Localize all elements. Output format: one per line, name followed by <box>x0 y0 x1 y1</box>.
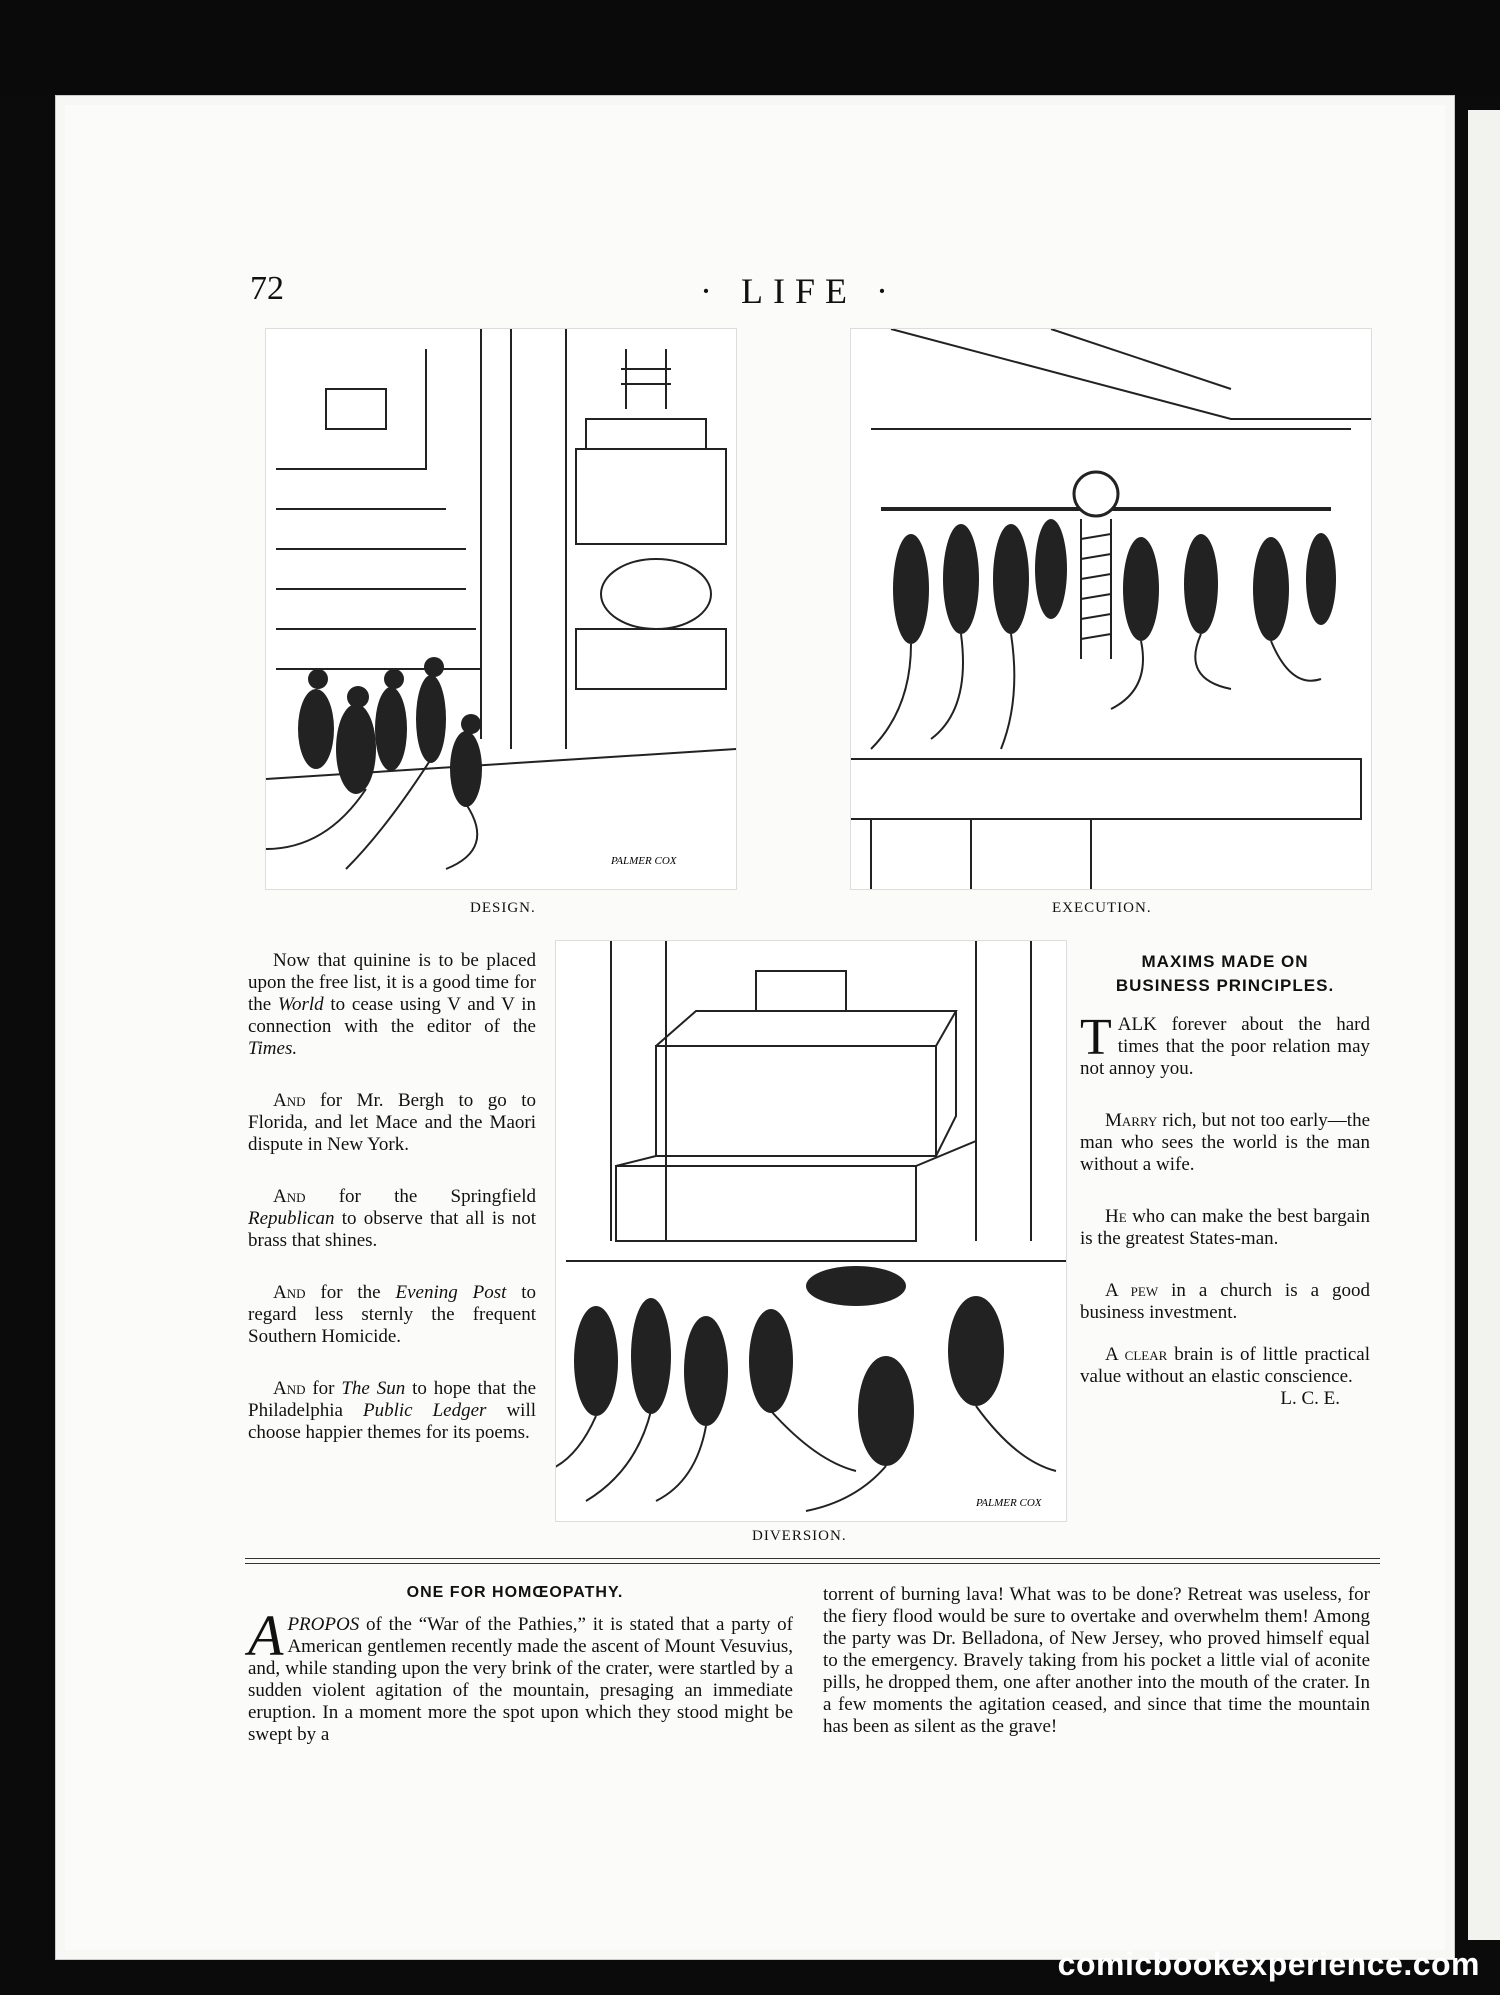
divider-rule-top <box>245 1558 1380 1559</box>
paragraph-quinine: Now that quinine is to be placed upon the free list, it is a good time for the World to cease using V and V in connection with the editor of the Times. <box>248 950 536 1059</box>
maxim-talk: TALK forever about the hard times that the poor relation may not annoy you. <box>1080 1009 1370 1079</box>
paragraph-sun: And for The Sun to hope that the Philadelphia Public Ledger will choose happier themes for its poems. <box>248 1378 537 1443</box>
site-watermark: comicbookexperience.com <box>1057 1946 1480 1982</box>
article-col2-text: torrent of burning lava! What was to be done? Retreat was useless, for the fiery flood would be sure to overtake and overwhelm them! Among the party was Dr. Belladona, of New Jersey, who proved himself equal to the emergency. Bravely taking from his pocket a little vial of aconite pills, he dropped them, one after another into the mouth of the crater. In a few moments the agitation ceased, and since that time the mountain has been as silent as the grave! <box>823 1584 1370 1737</box>
caption-design: DESIGN. <box>470 900 536 916</box>
maxims-signature: L. C. E. <box>1280 1388 1340 1409</box>
maxim-clear-brain: A clear brain is of little practical value without an elastic conscience. <box>1080 1344 1370 1387</box>
adjacent-page-edge <box>1468 110 1500 1940</box>
caption-execution: EXECUTION. <box>1052 900 1152 916</box>
paragraph-bergh: And for Mr. Bergh to go to Florida, and let Mace and the Maori dispute in New York. <box>248 1090 536 1155</box>
illustration-diversion <box>555 940 1067 1522</box>
maxims-column <box>1080 950 1370 1410</box>
article-column-1 <box>248 1603 793 1746</box>
design-engraving <box>266 329 736 889</box>
page-number: 72 <box>250 270 284 307</box>
diversion-signature: PALMER COX <box>976 1497 1042 1509</box>
execution-engraving <box>851 329 1371 889</box>
paragraph-springfield: And for the Springfield Republican to observe that all is not brass that shines. <box>248 1186 536 1251</box>
article-col1-text: of the “War of the Pathies,” it is stated that a party of American gentlemen recently made the ascent of Mount Vesuvius, and, while standing upon the very brink of the crater, were startled by a sudden violent agitation of the mountain, presaging an immediate eruption. In a moment more the spot upon which they stood might be swept by a <box>248 1614 793 1745</box>
dark-background-top <box>0 0 1500 95</box>
diversion-engraving <box>556 941 1066 1521</box>
masthead-title: · LIFE · <box>700 271 898 311</box>
design-signature: PALMER COX <box>611 855 677 867</box>
article-title: ONE FOR HOMŒOPATHY. <box>406 1584 624 1601</box>
illustration-design <box>265 328 737 890</box>
paragraph-evening-post: And for the Evening Post to regard less sternly the frequent Southern Homicide. <box>248 1282 537 1347</box>
divider-rule-bottom <box>245 1563 1380 1564</box>
caption-diversion: DIVERSION. <box>752 1528 847 1544</box>
maxim-marry: Marry rich, but not too early—the man who sees the world is the man without a wife. <box>1080 1110 1370 1175</box>
maxim-bargain: He who can make the best bargain is the greatest States-man. <box>1080 1206 1370 1249</box>
illustration-execution <box>850 328 1372 890</box>
article-column-2 <box>823 1584 1370 1738</box>
maxims-title: MAXIMS MADE ON BUSINESS PRINCIPLES. <box>1115 952 1335 995</box>
left-column-paragraphs <box>248 950 536 1444</box>
article-lead: PROPOS <box>287 1614 360 1635</box>
maxim-pew: A pew in a church is a good business investment. <box>1080 1280 1370 1323</box>
article-drop-cap: A <box>248 1603 284 1668</box>
